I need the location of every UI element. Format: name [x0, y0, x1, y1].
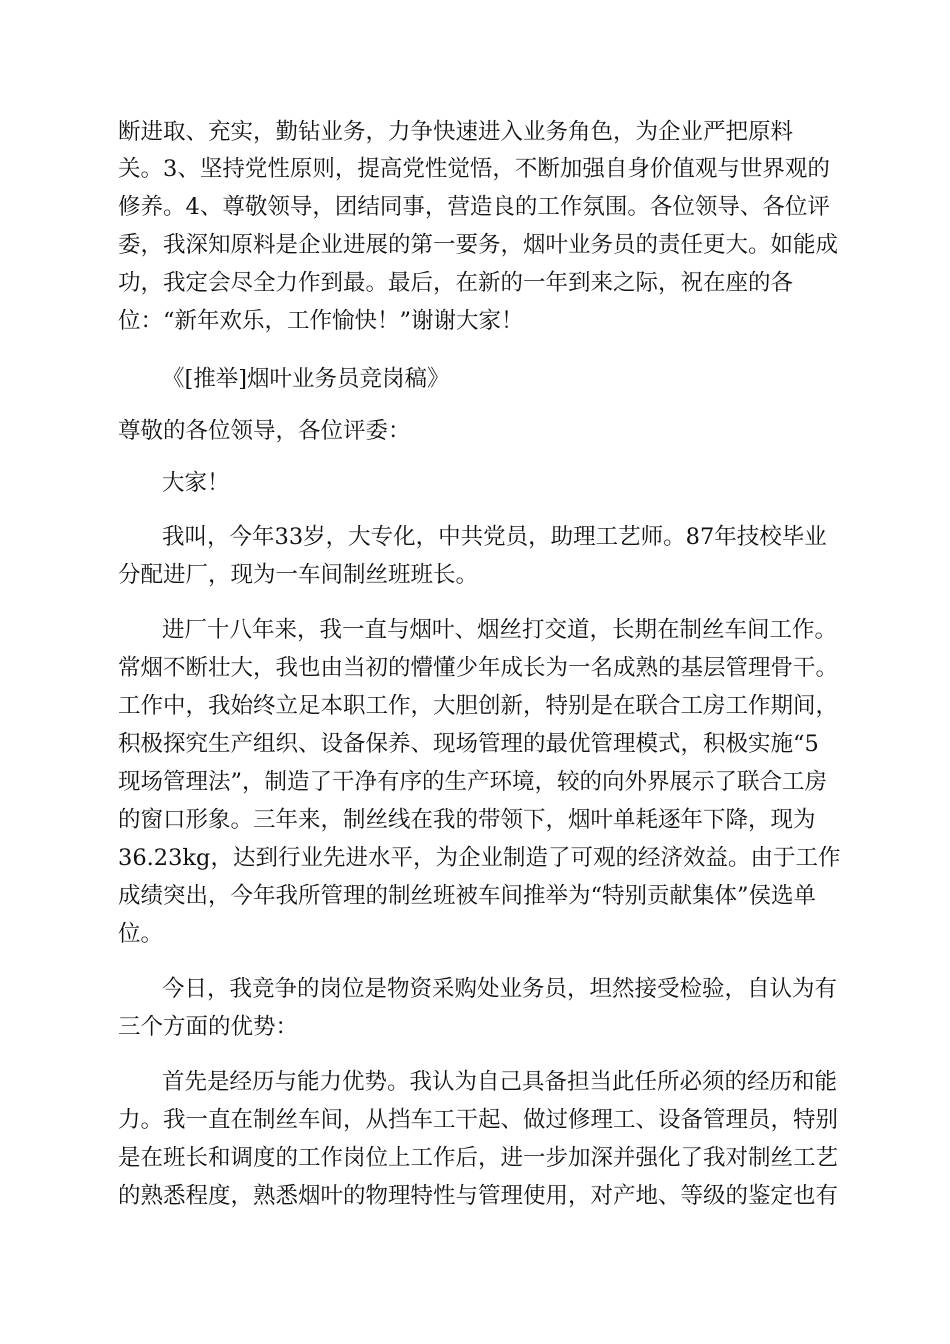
paragraph-line: 积极探究生产组织、设备保养、现场管理的最优管理模式，积极实施“5 — [118, 731, 819, 757]
paragraph-line: 修养。4、尊敬领导，团结同事，营造良的工作氛围。各位领导、各位评 — [118, 194, 830, 220]
paragraph-line: 三个方面的优势： — [118, 1014, 299, 1040]
paragraph-line: 功，我定会尽全力作到最。最后，在新的一年到来之际，祝在座的各 — [118, 270, 794, 296]
paragraph-line: 委，我深知原料是企业进展的第一要务，烟叶业务员的责任更大。如能成 — [118, 232, 839, 258]
paragraph-line: 我叫，今年33岁，大专化，中共党员，助理工艺师。87年技校毕业 — [162, 524, 827, 550]
paragraph-line: 位。 — [118, 921, 164, 947]
paragraph-line: 现场管理法”，制造了干净有序的生产环境，较的向外界展示了联合工房 — [118, 769, 828, 795]
paragraph-line: 的窗口形象。三年来，制丝线在我的带领下，烟叶单耗逐年下降，现为 — [118, 807, 816, 833]
paragraph-line: 是在班长和调度的工作岗位上工作后，进一步加深并强化了我对制丝工艺 — [118, 1145, 839, 1171]
paragraph-line: 分配进厂，现为一车间制丝班班长。 — [118, 562, 479, 588]
paragraph-line: 首先是经历与能力优势。我认为自己具备担当此任所必须的经历和能 — [162, 1069, 838, 1095]
paragraph-line: 力。我一直在制丝车间，从挡车工干起、做过修理工、设备管理员，特别 — [118, 1107, 839, 1133]
paragraph-line: 关。3、坚持党性原则，提高党性觉悟，不断加强自身价值观与世界观的 — [118, 156, 830, 182]
paragraph-line: 的熟悉程度，熟悉烟叶的物理特性与管理使用，对产地、等级的鉴定也有 — [118, 1183, 839, 1209]
greeting: 大家！ — [162, 470, 230, 496]
document-title: 《[推举]烟叶业务员竞岗稿》 — [162, 366, 450, 392]
paragraph-line: 常烟不断壮大，我也由当初的懵懂少年成长为一名成熟的基层管理骨干。 — [118, 655, 839, 681]
paragraph-line: 今日，我竞争的岗位是物资采购处业务员，坦然接受检验，自认为有 — [162, 976, 838, 1002]
paragraph-line: 位：“新年欢乐，工作愉快！”谢谢大家！ — [118, 308, 524, 334]
paragraph-line: 成绩突出，今年我所管理的制丝班被车间推举为“特别贡献集体”侯选单 — [118, 883, 817, 909]
paragraph-line: 36.23kg，达到行业先进水平，为企业制造了可观的经济效益。由于工作 — [118, 845, 841, 871]
paragraph-line: 进厂十八年来，我一直与烟叶、烟丝打交道，长期在制丝车间工作。 — [162, 617, 838, 643]
salutation: 尊敬的各位领导，各位评委： — [118, 418, 411, 444]
paragraph-line: 工作中，我始终立足本职工作，大胆创新，特别是在联合工房工作期间， — [118, 693, 839, 719]
paragraph-line: 断进取、充实，勤钻业务，力争快速进入业务角色，为企业严把原料 — [118, 119, 794, 145]
